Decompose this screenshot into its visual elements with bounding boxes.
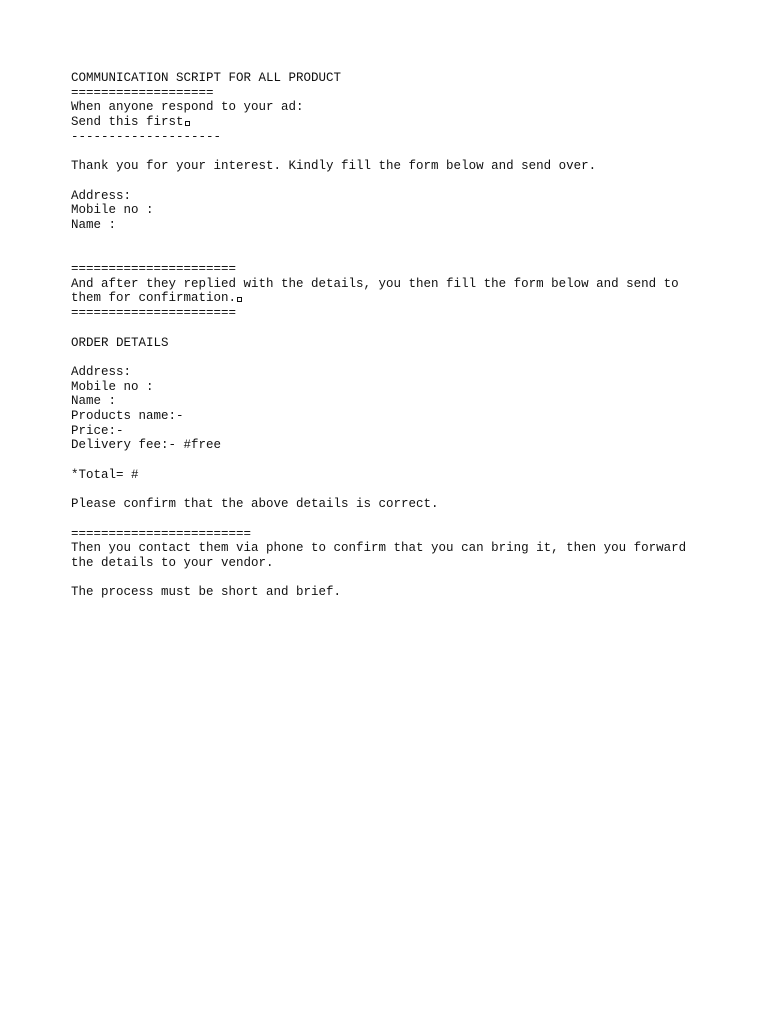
form2-delivery-label: Delivery fee:- #free — [71, 438, 222, 453]
spacer — [71, 233, 711, 248]
form1-mobile-label: Mobile no : — [71, 203, 154, 218]
form1-address-label: Address: — [71, 188, 132, 203]
spacer — [71, 174, 711, 189]
section2-text-line1: And after they replied with the details, you then fill the form below and send to — [71, 276, 679, 291]
send-first-text: Send this first — [71, 115, 184, 130]
spacer — [71, 145, 711, 160]
missing-glyph-icon — [237, 297, 242, 302]
section2-divider-bottom: ====================== — [71, 306, 237, 321]
confirm-line: Please confirm that the above details is correct. — [71, 497, 439, 512]
spacer — [71, 453, 711, 468]
form2-address-label: Address: — [71, 364, 132, 379]
spacer — [71, 483, 711, 498]
form2-products-label: Products name:- — [71, 409, 184, 424]
section2-divider-top: ====================== — [71, 262, 237, 277]
missing-glyph-icon — [185, 121, 190, 126]
first-message-text: Thank you for your interest. Kindly fill the form below and send over. — [71, 159, 597, 174]
title-divider: =================== — [71, 85, 214, 100]
send-first-divider: -------------------- — [71, 129, 222, 144]
closing-text: The process must be short and brief. — [71, 585, 342, 600]
spacer — [71, 350, 711, 365]
spacer — [71, 571, 711, 586]
form2-mobile-label: Mobile no : — [71, 379, 154, 394]
section3-text-line2: the details to your vendor. — [71, 556, 274, 571]
spacer — [71, 247, 711, 262]
document-page — [71, 71, 711, 600]
form2-name-label: Name : — [71, 394, 117, 409]
form2-price-label: Price:- — [71, 423, 124, 438]
document-title: COMMUNICATION SCRIPT FOR ALL PRODUCT — [71, 71, 342, 85]
respond-intro-text: When anyone respond to your ad: — [71, 100, 304, 115]
spacer — [71, 512, 711, 527]
section3-text-line1: Then you contact them via phone to confirm that you can bring it, then you forward — [71, 541, 687, 556]
order-details-heading: ORDER DETAILS — [71, 335, 169, 350]
form1-name-label: Name : — [71, 218, 117, 232]
spacer — [71, 321, 711, 336]
total-line: *Total= # — [71, 467, 139, 482]
section3-divider: ======================== — [71, 526, 252, 541]
section2-text-line2: them for confirmation. — [71, 291, 237, 306]
section2-text-line2-row — [71, 291, 711, 306]
send-first-line — [71, 115, 711, 130]
